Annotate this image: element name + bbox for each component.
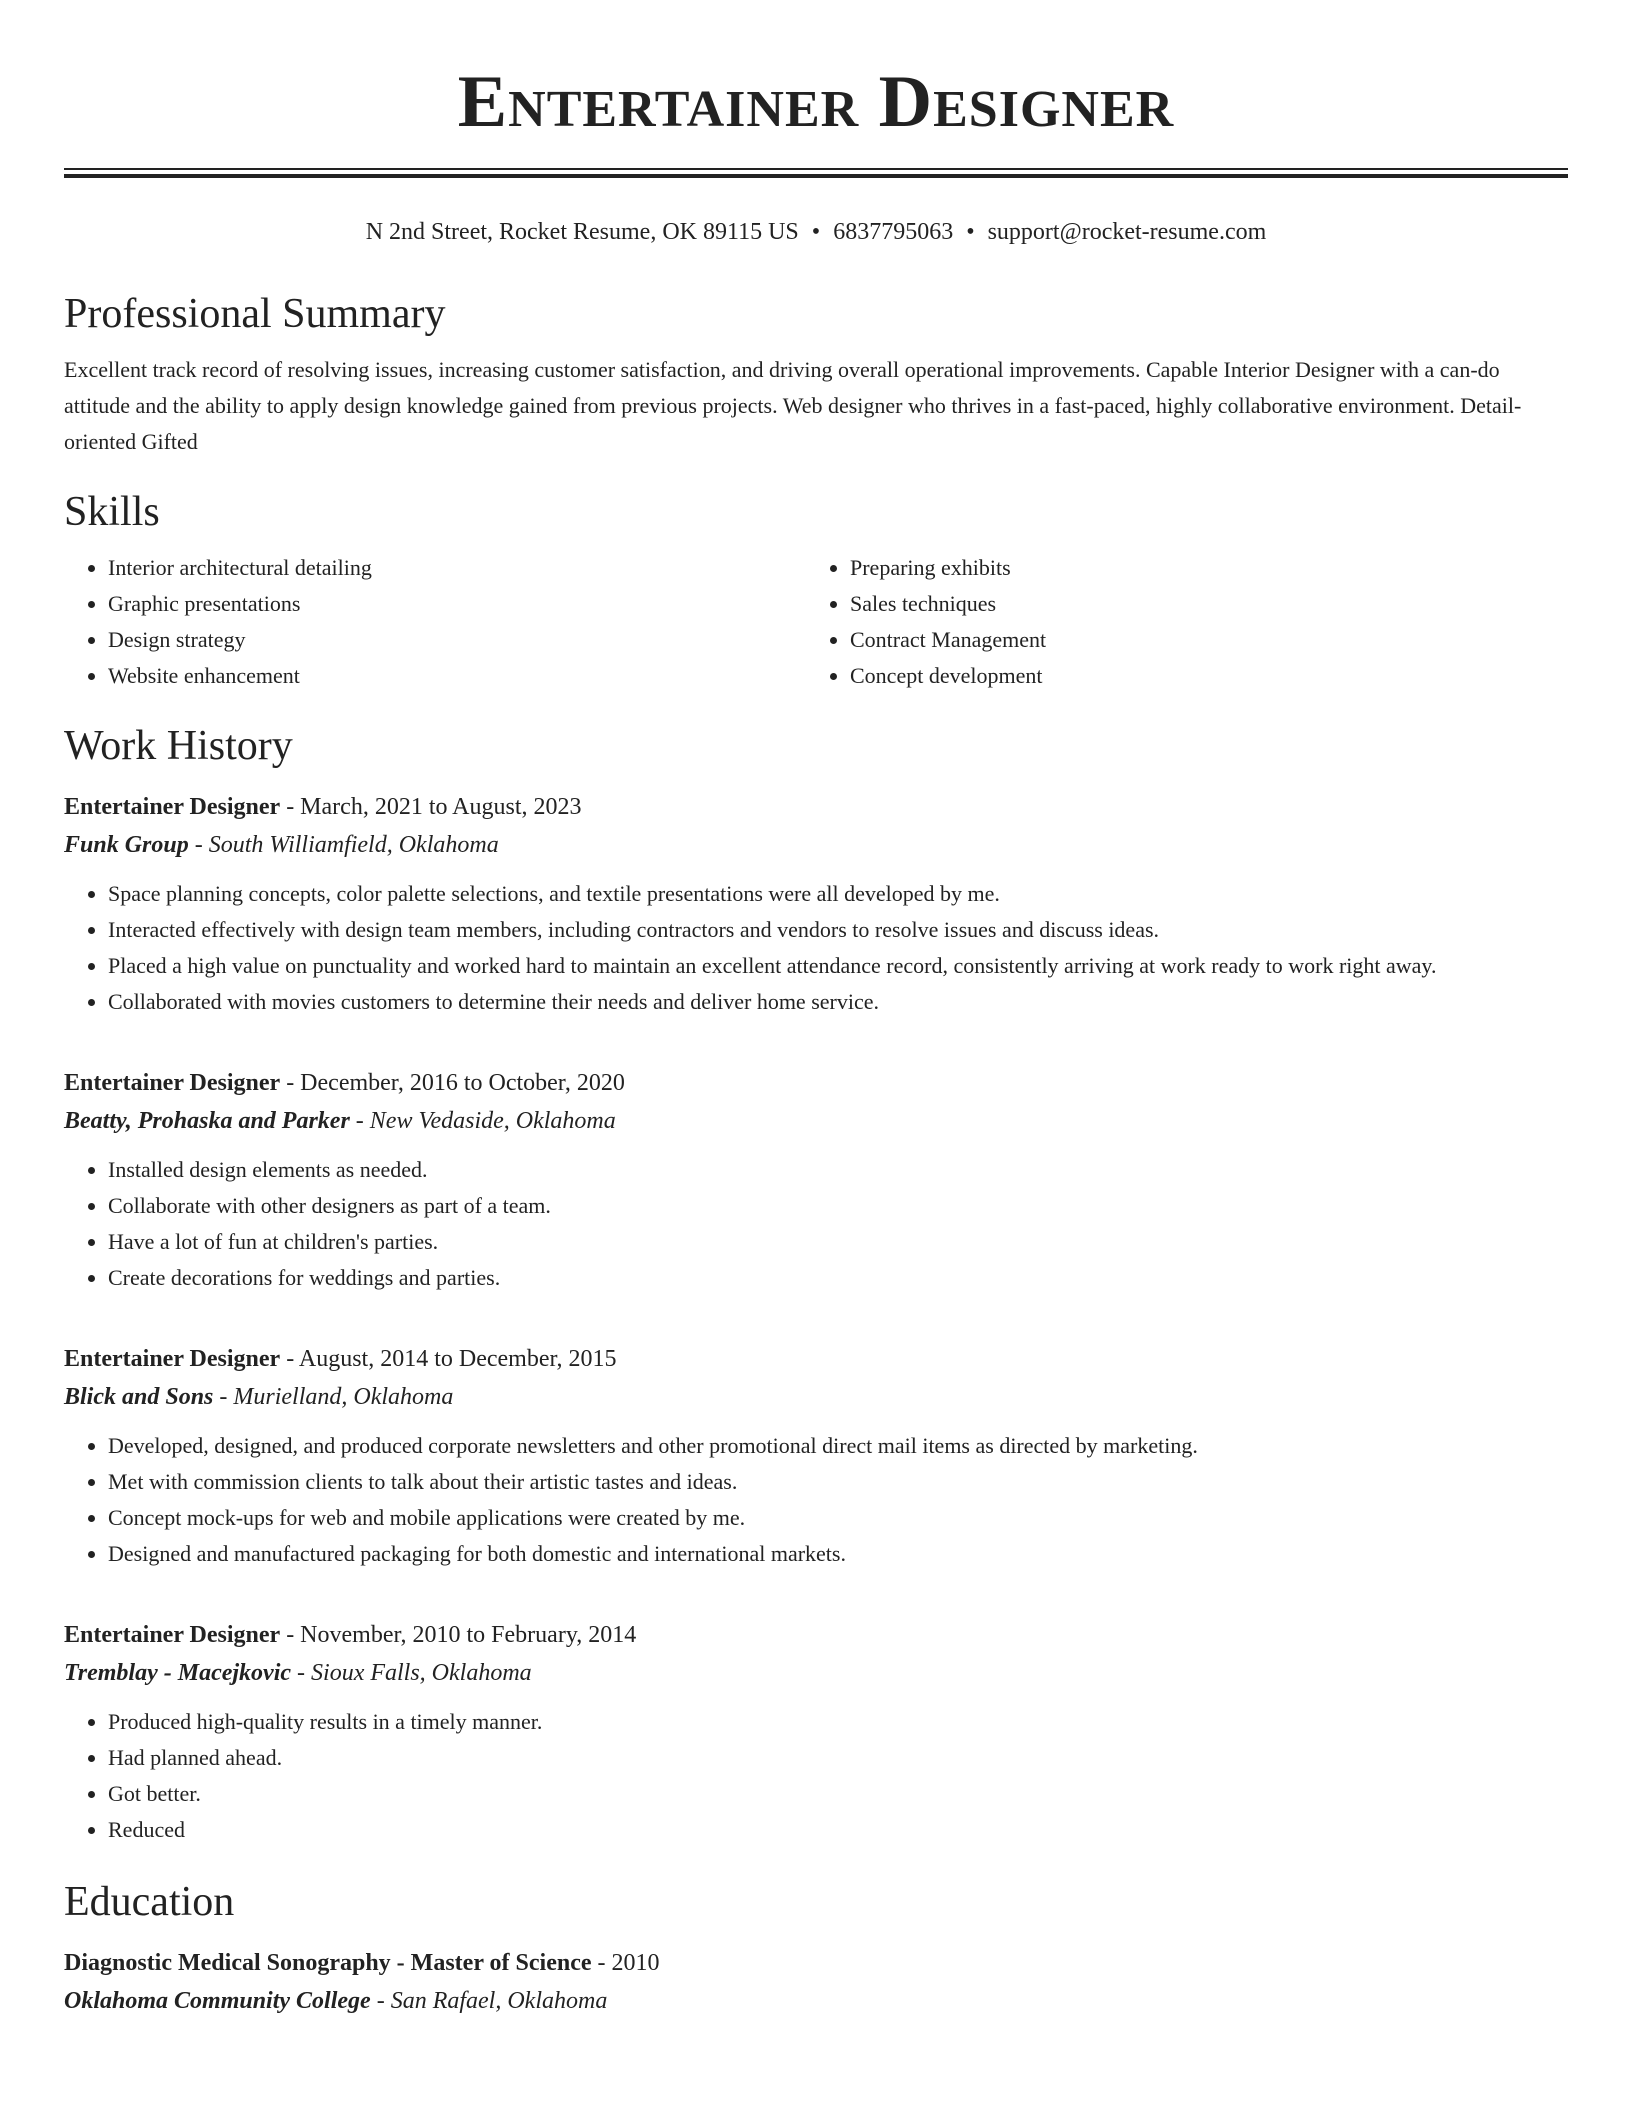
contact-separator: • [811,219,821,245]
company-line [64,1102,1568,1140]
company-name: Beatty, Prohaska and Parker [64,1108,350,1134]
job-bullets [64,876,1568,1020]
school-line [64,1982,1568,2020]
skills-heading: Skills [64,489,160,535]
contact-address: N 2nd Street, Rocket Resume, OK 89115 US [365,219,799,245]
job-bullet: • Installed design elements as needed. [108,1152,1568,1188]
skills-column-right [806,550,1548,694]
skill-item: • Contract Management [850,622,1548,658]
company-line [64,826,1568,864]
job-entry [64,1064,1568,1296]
job-bullet: • Met with commission clients to talk about their artistic tastes and ideas. [108,1464,1568,1500]
job-bullets [64,1152,1568,1296]
job-bullet: • Concept mock-ups for web and mobile applications were created by me. [108,1500,1568,1536]
job-bullet: • Space planning concepts, color palette selections, and textile presentations were all developed by me. [108,876,1568,912]
job-dates: - March, 2021 to August, 2023 [280,794,582,820]
job-bullet: • Placed a high value on punctuality and worked hard to maintain an excellent attendance record, consistently arriving at work ready to work right away. [108,948,1568,984]
education-heading: Education [64,1879,235,1925]
job-entry [64,1340,1568,1572]
company-name: Funk Group [64,832,189,858]
degree-year: - 2010 [591,1950,660,1976]
company-name: Blick and Sons [64,1384,214,1410]
job-title: Entertainer Designer [64,1070,281,1096]
job-bullet: • Produced high-quality results in a timely manner. [108,1704,1568,1740]
skills-column-left [64,550,806,694]
job-bullets [64,1704,1568,1848]
job-bullet: • Got better. [108,1776,1568,1812]
job-title-line [64,1064,1568,1102]
job-dates: - December, 2016 to October, 2020 [280,1070,625,1096]
company-location: - South Williamfield, Oklahoma [188,832,499,858]
skill-item: • Sales techniques [850,586,1548,622]
company-location: - New Vedaside, Oklahoma [349,1108,616,1134]
job-title: Entertainer Designer [64,1622,281,1648]
job-bullet: • Create decorations for weddings and parties. [108,1260,1568,1296]
degree-name: Diagnostic Medical Sonography - Master of Science [64,1950,592,1976]
job-entry [64,1616,1568,1848]
education-entry [64,1944,1568,2020]
job-bullet: • Interacted effectively with design team members, including contractors and vendors to resolve issues and discuss ideas. [108,912,1568,948]
degree-line [64,1944,1568,1982]
skill-item: • Graphic presentations [108,586,806,622]
job-title-line [64,1616,1568,1654]
skill-item: • Interior architectural detailing [108,550,806,586]
contact-email: support@rocket-resume.com [987,219,1267,245]
job-bullet: • Have a lot of fun at children's parties. [108,1224,1568,1260]
job-bullet: • Designed and manufactured packaging for both domestic and international markets. [108,1536,1568,1572]
company-location: - Murielland, Oklahoma [213,1384,454,1410]
skill-item: • Concept development [850,658,1548,694]
job-bullets [64,1428,1568,1572]
job-title-line [64,788,1568,826]
job-bullet: • Developed, designed, and produced corporate newsletters and other promotional direct mail items as directed by marketing. [108,1428,1568,1464]
contact-phone: 6837795063 [833,219,954,245]
school-name: Oklahoma Community College [64,1988,371,2014]
job-bullet: • Reduced [108,1812,1568,1848]
company-name: Tremblay - Macejkovic [64,1660,292,1686]
resume-name: Entertainer Designer [457,61,1175,143]
skills-list [64,550,1568,694]
work-history-heading: Work History [64,723,293,769]
job-bullet: • Had planned ahead. [108,1740,1568,1776]
job-bullet: • Collaborate with other designers as part of a team. [108,1188,1568,1224]
skill-item: • Website enhancement [108,658,806,694]
skill-item: • Design strategy [108,622,806,658]
job-dates: - November, 2010 to February, 2014 [280,1622,637,1648]
school-location: - San Rafael, Oklahoma [370,1988,608,2014]
job-bullet: • Collaborated with movies customers to determine their needs and deliver home service. [108,984,1568,1020]
job-dates: - August, 2014 to December, 2015 [280,1346,617,1372]
job-title-line [64,1340,1568,1378]
summary-text: Excellent track record of resolving issues, increasing customer satisfaction, and driving overall operational improvements. Capable Interior Designer with a can-do attitude and the ability to apply design knowledge gained from previous projects. Web designer who thrives in a fast-paced, highly collaborative environment. Detail-oriented Gifted [64,357,1522,454]
contact-line [64,216,1568,248]
company-location: - Sioux Falls, Oklahoma [291,1660,532,1686]
header-divider [64,168,1568,178]
company-line [64,1378,1568,1416]
job-title: Entertainer Designer [64,1346,281,1372]
summary-heading: Professional Summary [64,291,446,337]
job-title: Entertainer Designer [64,794,281,820]
company-line [64,1654,1568,1692]
skill-item: • Preparing exhibits [850,550,1548,586]
job-entry [64,788,1568,1020]
contact-separator: • [966,219,975,245]
